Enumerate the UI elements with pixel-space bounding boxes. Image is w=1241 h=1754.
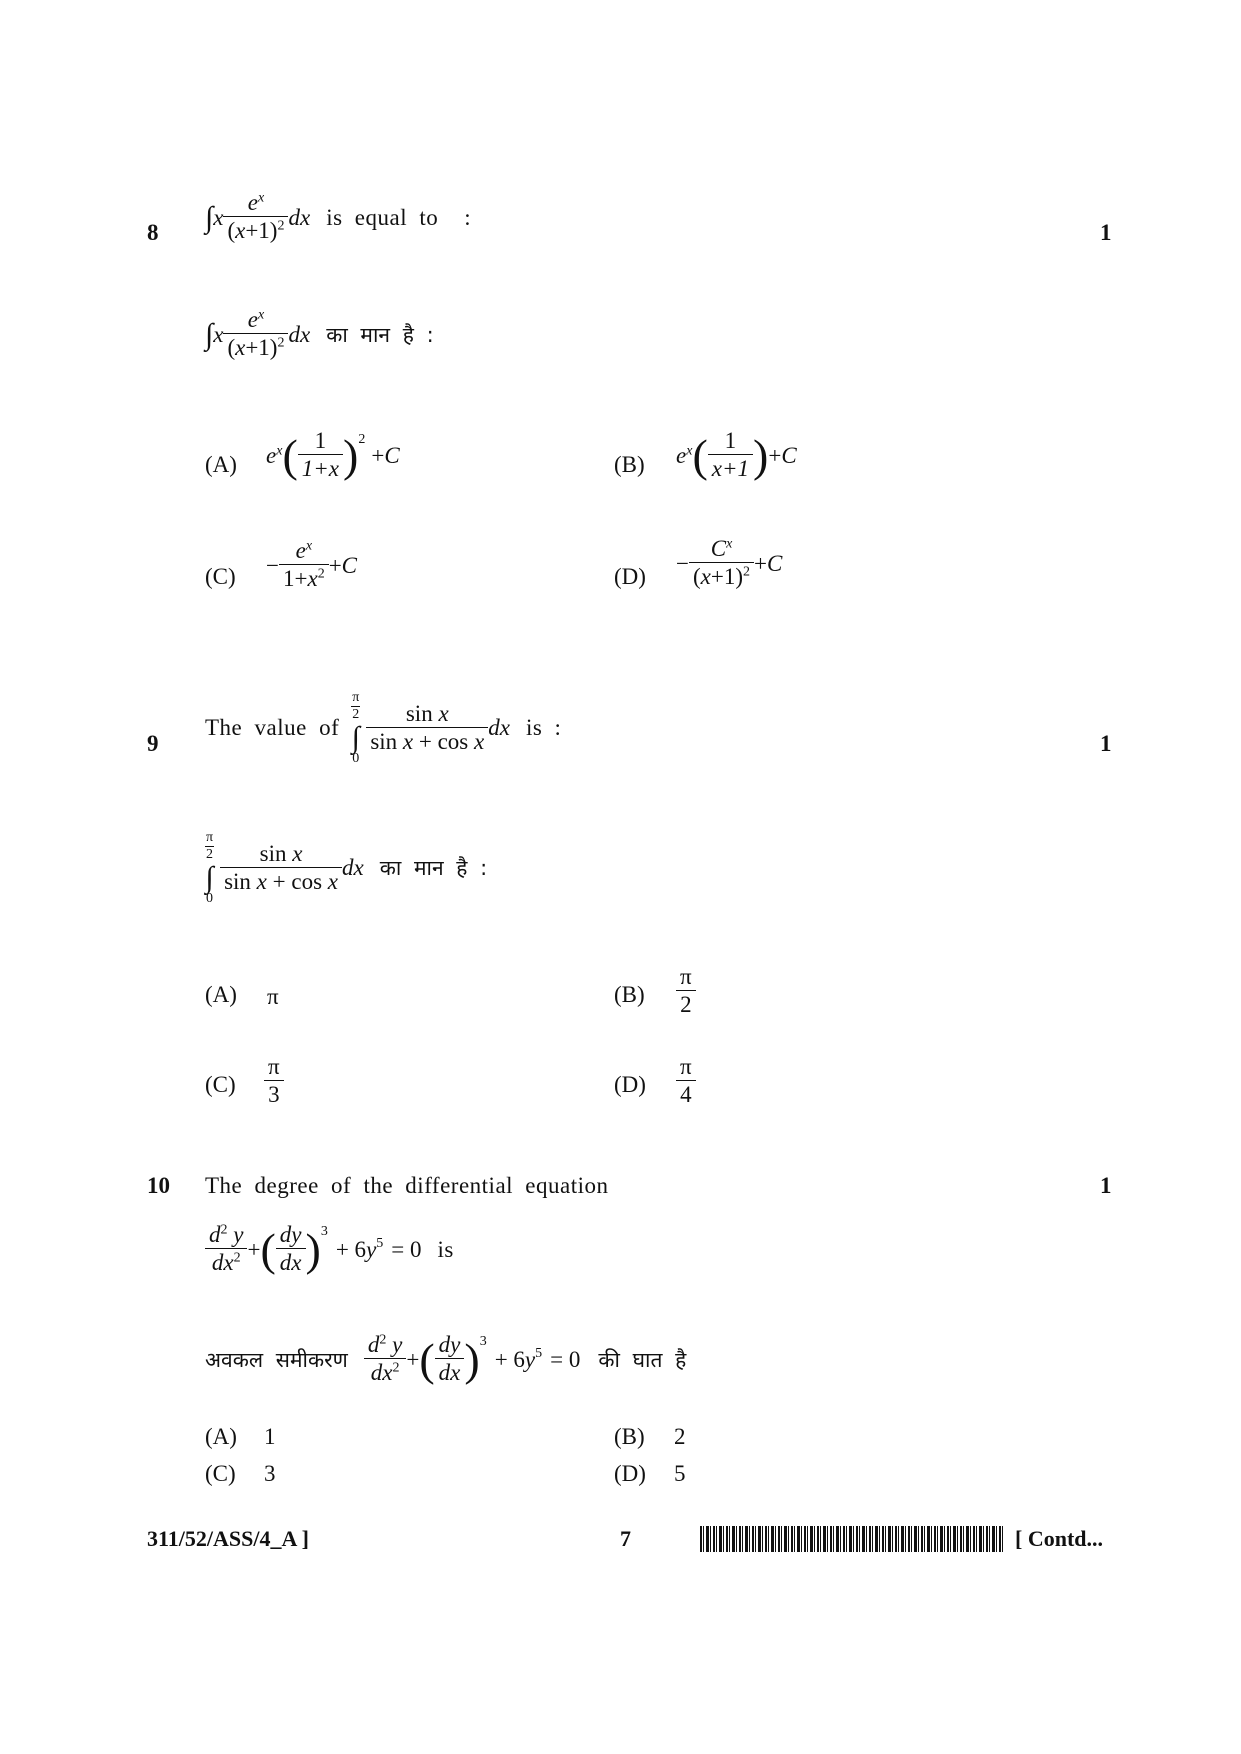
option-8b-expr: $e^x$ ( $\frac{1}{x+1}$ ) + C xyxy=(676,428,797,482)
option-10c-value: 3 xyxy=(264,1461,276,1486)
question-9-number: 9 xyxy=(147,731,159,756)
option-8a-expr: $e^x$ ( $\frac{1}{1+x}$ ) $^2$ + C xyxy=(266,428,400,482)
option-10d-label: (D) xyxy=(614,1461,646,1486)
option-10a-label: (A) xyxy=(205,1424,237,1449)
option-9d-label: (D) xyxy=(614,1072,646,1097)
option-8c-label: (C) xyxy=(205,564,236,589)
question-10-number: 10 xyxy=(147,1173,170,1198)
fraction-ex-over-x-plus-1-sq: $\frac{e^x}{(x+1)^2}$ xyxy=(223,307,288,362)
question-8-hindi: ∫ x $\frac{e^x}{(x+1)^2}$ dx का मान है : xyxy=(205,307,434,361)
definite-integral: $\frac{\pi}{2}$ ∫ 0 xyxy=(351,690,360,766)
question-10-hindi-prefix: अवकल समीकरण xyxy=(205,1347,348,1372)
question-10-english-stem: The degree of the differential equation xyxy=(205,1173,609,1198)
footer-contd: [ Contd... xyxy=(1015,1526,1104,1551)
question-8-number: 8 xyxy=(147,220,159,245)
option-10c-label: (C) xyxy=(205,1461,236,1486)
option-8d-expr: − $\frac{C^x}{(x+1)^2}$ + C xyxy=(676,536,783,590)
footer-page-number: 7 xyxy=(620,1526,631,1551)
question-10-english-equation: $\frac{d^2 y}{dx^2}$ + ( $\frac{dy}{dx}$ ) $^3$ + 6 y $^5$ = 0 is xyxy=(205,1222,454,1277)
question-9-english: The value of $\frac{\pi}{2}$ ∫ 0 $\frac{\text{sin x}}{\text{sin x + cos x}}$ dx is : xyxy=(205,690,562,766)
option-8d-label: (D) xyxy=(614,564,646,589)
question-8-english: ∫ x $\frac{e^x}{(x+1)^2}$ dx is equal to : xyxy=(205,190,472,244)
option-9a-value: π xyxy=(267,984,279,1009)
footer-paper-code: 311/52/ASS/4_A ] xyxy=(147,1526,309,1551)
option-9c-label: (C) xyxy=(205,1072,236,1097)
question-10-hindi: अवकल समीकरण $\frac{d^2 y}{dx^2}$ + ( $\frac{dy}{dx}$ ) $^3$ + 6 y $^5$ = 0 की घात है xyxy=(205,1332,687,1386)
option-9c-value: $\frac{\pi}{3}$ xyxy=(264,1054,284,1109)
question-9-english-prefix: The value of xyxy=(205,715,340,741)
question-9-hindi-stem: का मान है : xyxy=(379,856,488,881)
option-9a-label: (A) xyxy=(205,982,237,1007)
option-10a-value: 1 xyxy=(264,1424,276,1449)
option-10b-label: (B) xyxy=(614,1424,645,1449)
option-9d-value: $\frac{\pi}{4}$ xyxy=(676,1054,696,1109)
question-10-english-suffix: is xyxy=(437,1236,454,1262)
question-8-marks: 1 xyxy=(1100,220,1112,245)
question-9-english-suffix: is : xyxy=(525,715,562,741)
option-8a-label: (A) xyxy=(205,452,237,477)
question-9-marks: 1 xyxy=(1100,731,1112,756)
fraction-ex-over-x-plus-1-sq: $\frac{e^x}{(x+1)^2}$ xyxy=(223,190,288,245)
option-8c-expr: − $\frac{e^x}{1+x^2}$ + C xyxy=(266,538,358,592)
question-8-english-colon: : xyxy=(464,204,472,230)
question-9-hindi: $\frac{\pi}{2}$ ∫ 0 $\frac{\text{sin x}}{\text{sin x + cos x}}$ dx का मान है : xyxy=(205,830,488,906)
option-10d-value: 5 xyxy=(674,1461,686,1486)
footer-barcode xyxy=(700,1526,1005,1557)
option-9b-label: (B) xyxy=(614,982,645,1007)
question-10-marks: 1 xyxy=(1100,1173,1112,1198)
definite-integral: $\frac{\pi}{2}$ ∫ 0 xyxy=(205,830,214,906)
question-8-hindi-stem: का मान है : xyxy=(326,322,434,347)
question-10-hindi-suffix: की घात है xyxy=(598,1347,687,1372)
integral-sign: ∫ xyxy=(205,317,214,351)
option-8b-label: (B) xyxy=(614,452,645,477)
integral-sign: ∫ xyxy=(205,200,214,234)
option-9b-value: $\frac{\pi}{2}$ xyxy=(676,964,696,1019)
option-10b-value: 2 xyxy=(674,1424,686,1449)
question-8-english-stem: is equal to xyxy=(326,204,439,230)
